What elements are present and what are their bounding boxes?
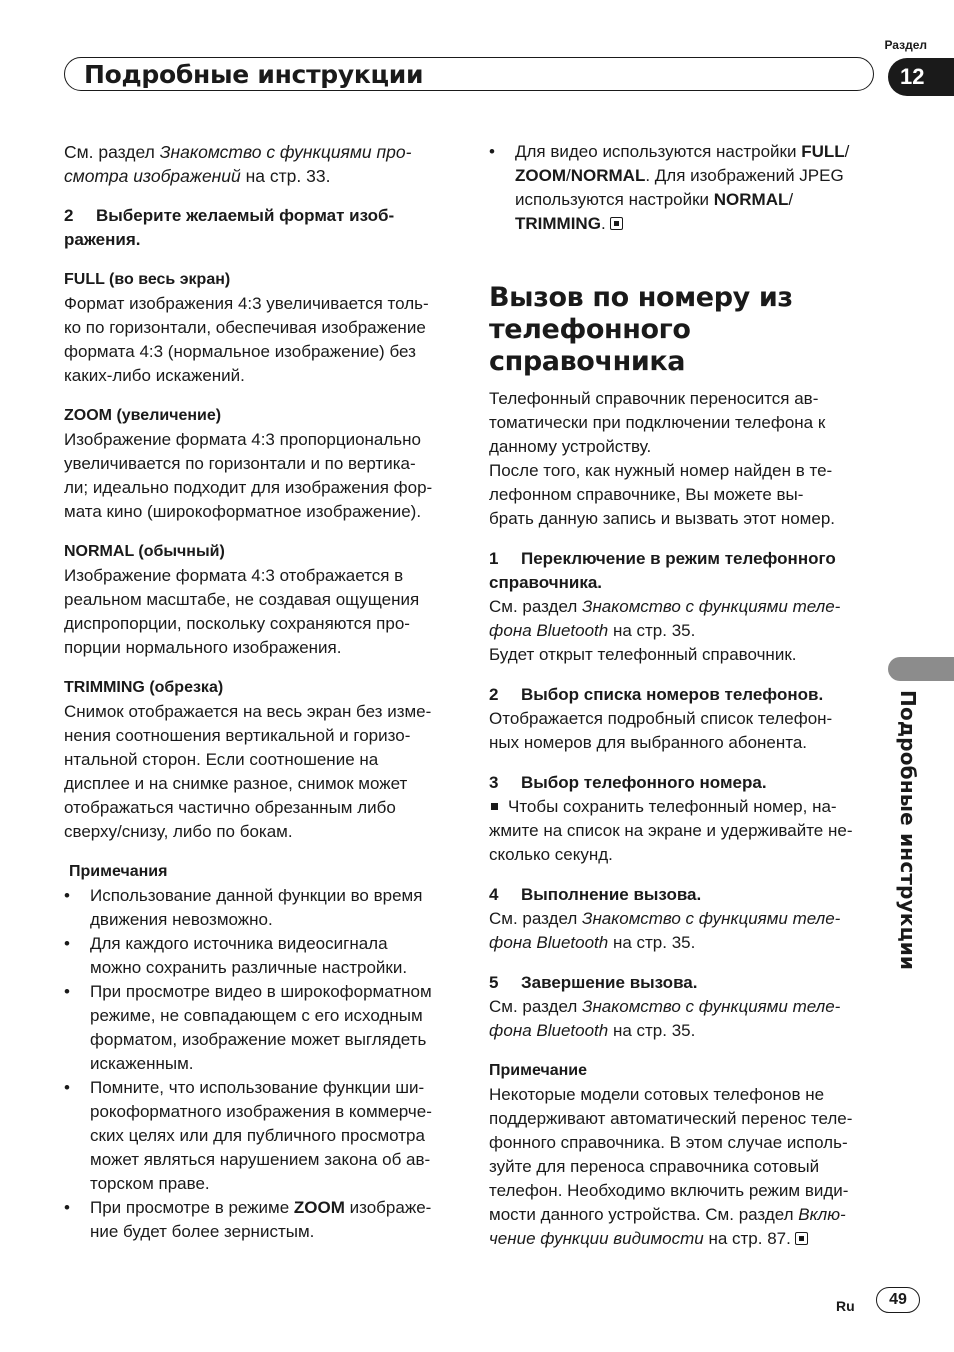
page-title: Подробные инструкции [84, 60, 424, 89]
section-label: Раздел [884, 38, 927, 52]
section-heading: Вызов по номеру из телефонного справочника [489, 282, 793, 377]
zoom-title: ZOOM (увеличение) [64, 407, 222, 424]
trimming-title: TRIMMING (обрезка) [64, 679, 224, 696]
list-item: • Помните, что использование функции ши- рокоформатного изображения в коммерче- ских целях или для публичного просмотра может являться нарушением закона об ав- торском праве. [64, 1078, 432, 1193]
section-intro: Телефонный справочник переносится ав- томатически при подключении телефона к данному устройству. После того, как нужный номер найден в те- лефонном справочнике, Вы можете вы- брать данную запись и вызвать этот номер. [489, 389, 835, 528]
full-title: FULL (во весь экран) [64, 271, 231, 288]
list-item: • Для видео используются настройки FULL/ ZOOM/NORMAL. Для изображений JPEG используются настройки NORMAL/ TRIMMING. [489, 142, 850, 233]
section-number-badge: 12 [888, 58, 954, 96]
normal-block: NORMAL (обычный) Изображение формата 4:3 отображается в реальном масштабе, не создавая ощущения диспропорции, поскольку сохраняются про- порции нормального изображения. [64, 540, 456, 660]
right-column [489, 140, 879, 1251]
square-bullet-icon [491, 803, 498, 810]
side-tab-marker [888, 657, 954, 681]
note-title: Примечание [489, 1062, 588, 1079]
notes-title: Примечания [69, 863, 168, 880]
normal-title: NORMAL (обычный) [64, 543, 225, 560]
language-code: Ru [836, 1298, 855, 1314]
side-tab-label: Подробные инструкции [896, 690, 920, 971]
zoom-block: ZOOM (увеличение) Изображение формата 4:3 пропорционально увеличивается по горизонтали и по вертика- ли; идеально подходит для изображения фор- мата кино (широкоформатное изображение). [64, 404, 456, 524]
end-mark-icon [610, 217, 623, 230]
left-column [64, 140, 456, 1244]
step-2-heading: 2 Выберите желаемый формат изоб- ражения. [64, 206, 395, 249]
trimming-block: TRIMMING (обрезка) Снимок отображается на весь экран без изме- нения соотношения вертикальной и горизо- нтальной сторон. Если соотношение на дисплее и на снимке разное, снимок может отображаться частично обрезанным либо сверху/снизу, либо по бокам. [64, 676, 456, 844]
list-item: • Использование данной функции во время движения невозможно. [64, 886, 423, 929]
list-item: • Для каждого источника видеосигнала можно сохранить различные настройки. [64, 934, 408, 977]
step-1: 1 Переключение в режим телефонного справочника. См. раздел Знакомство с функциями теле- фона Bluetooth на стр. 35. Будет открыт телефонный справочник. [489, 549, 841, 664]
full-block: FULL (во весь экран) Формат изображения 4:3 увеличивается толь- ко по горизонтали, обеспечивая изображение формата 4:3 (нормальное изображение) без каких-либо искажений. [64, 268, 456, 388]
step-3: 3 Выбор телефонного номера. Чтобы сохранить телефонный номер, на- жмите на список на экране и удерживайте не- сколько секунд. [489, 773, 853, 864]
intro-reference: См. раздел Знакомство с функциями про- смотра изображений на стр. 33. [64, 142, 412, 186]
step-4: 4 Выполнение вызова. См. раздел Знакомство с функциями теле- фона Bluetooth на стр. 35. [489, 885, 841, 952]
list-item: • При просмотре в режиме ZOOM изображе- ние будет более зернистым. [64, 1198, 432, 1241]
note-block: Примечание Некоторые модели сотовых телефонов не поддерживают автоматический перенос теле- фонного справочника. В этом случае исполь- зуйте для переноса справочника сотовый телефон. Необходимо включить режим види- мости данного устройства. См. раздел Вклю- чение функции видимости на стр. 87. [489, 1059, 879, 1251]
step-2: 2 Выбор списка номеров телефонов. Отображается подробный список телефон- ных номеров для выбранного абонента. [489, 685, 833, 752]
end-mark-icon [795, 1232, 808, 1245]
list-item: • При просмотре видео в широкоформатном режиме, не совпадающем с его исходным форматом, изображение может выглядеть искаженным. [64, 982, 432, 1073]
page-number: 49 [876, 1287, 920, 1313]
notes-block [64, 860, 456, 1244]
step-5: 5 Завершение вызова. См. раздел Знакомство с функциями теле- фона Bluetooth на стр. 35. [489, 973, 841, 1040]
